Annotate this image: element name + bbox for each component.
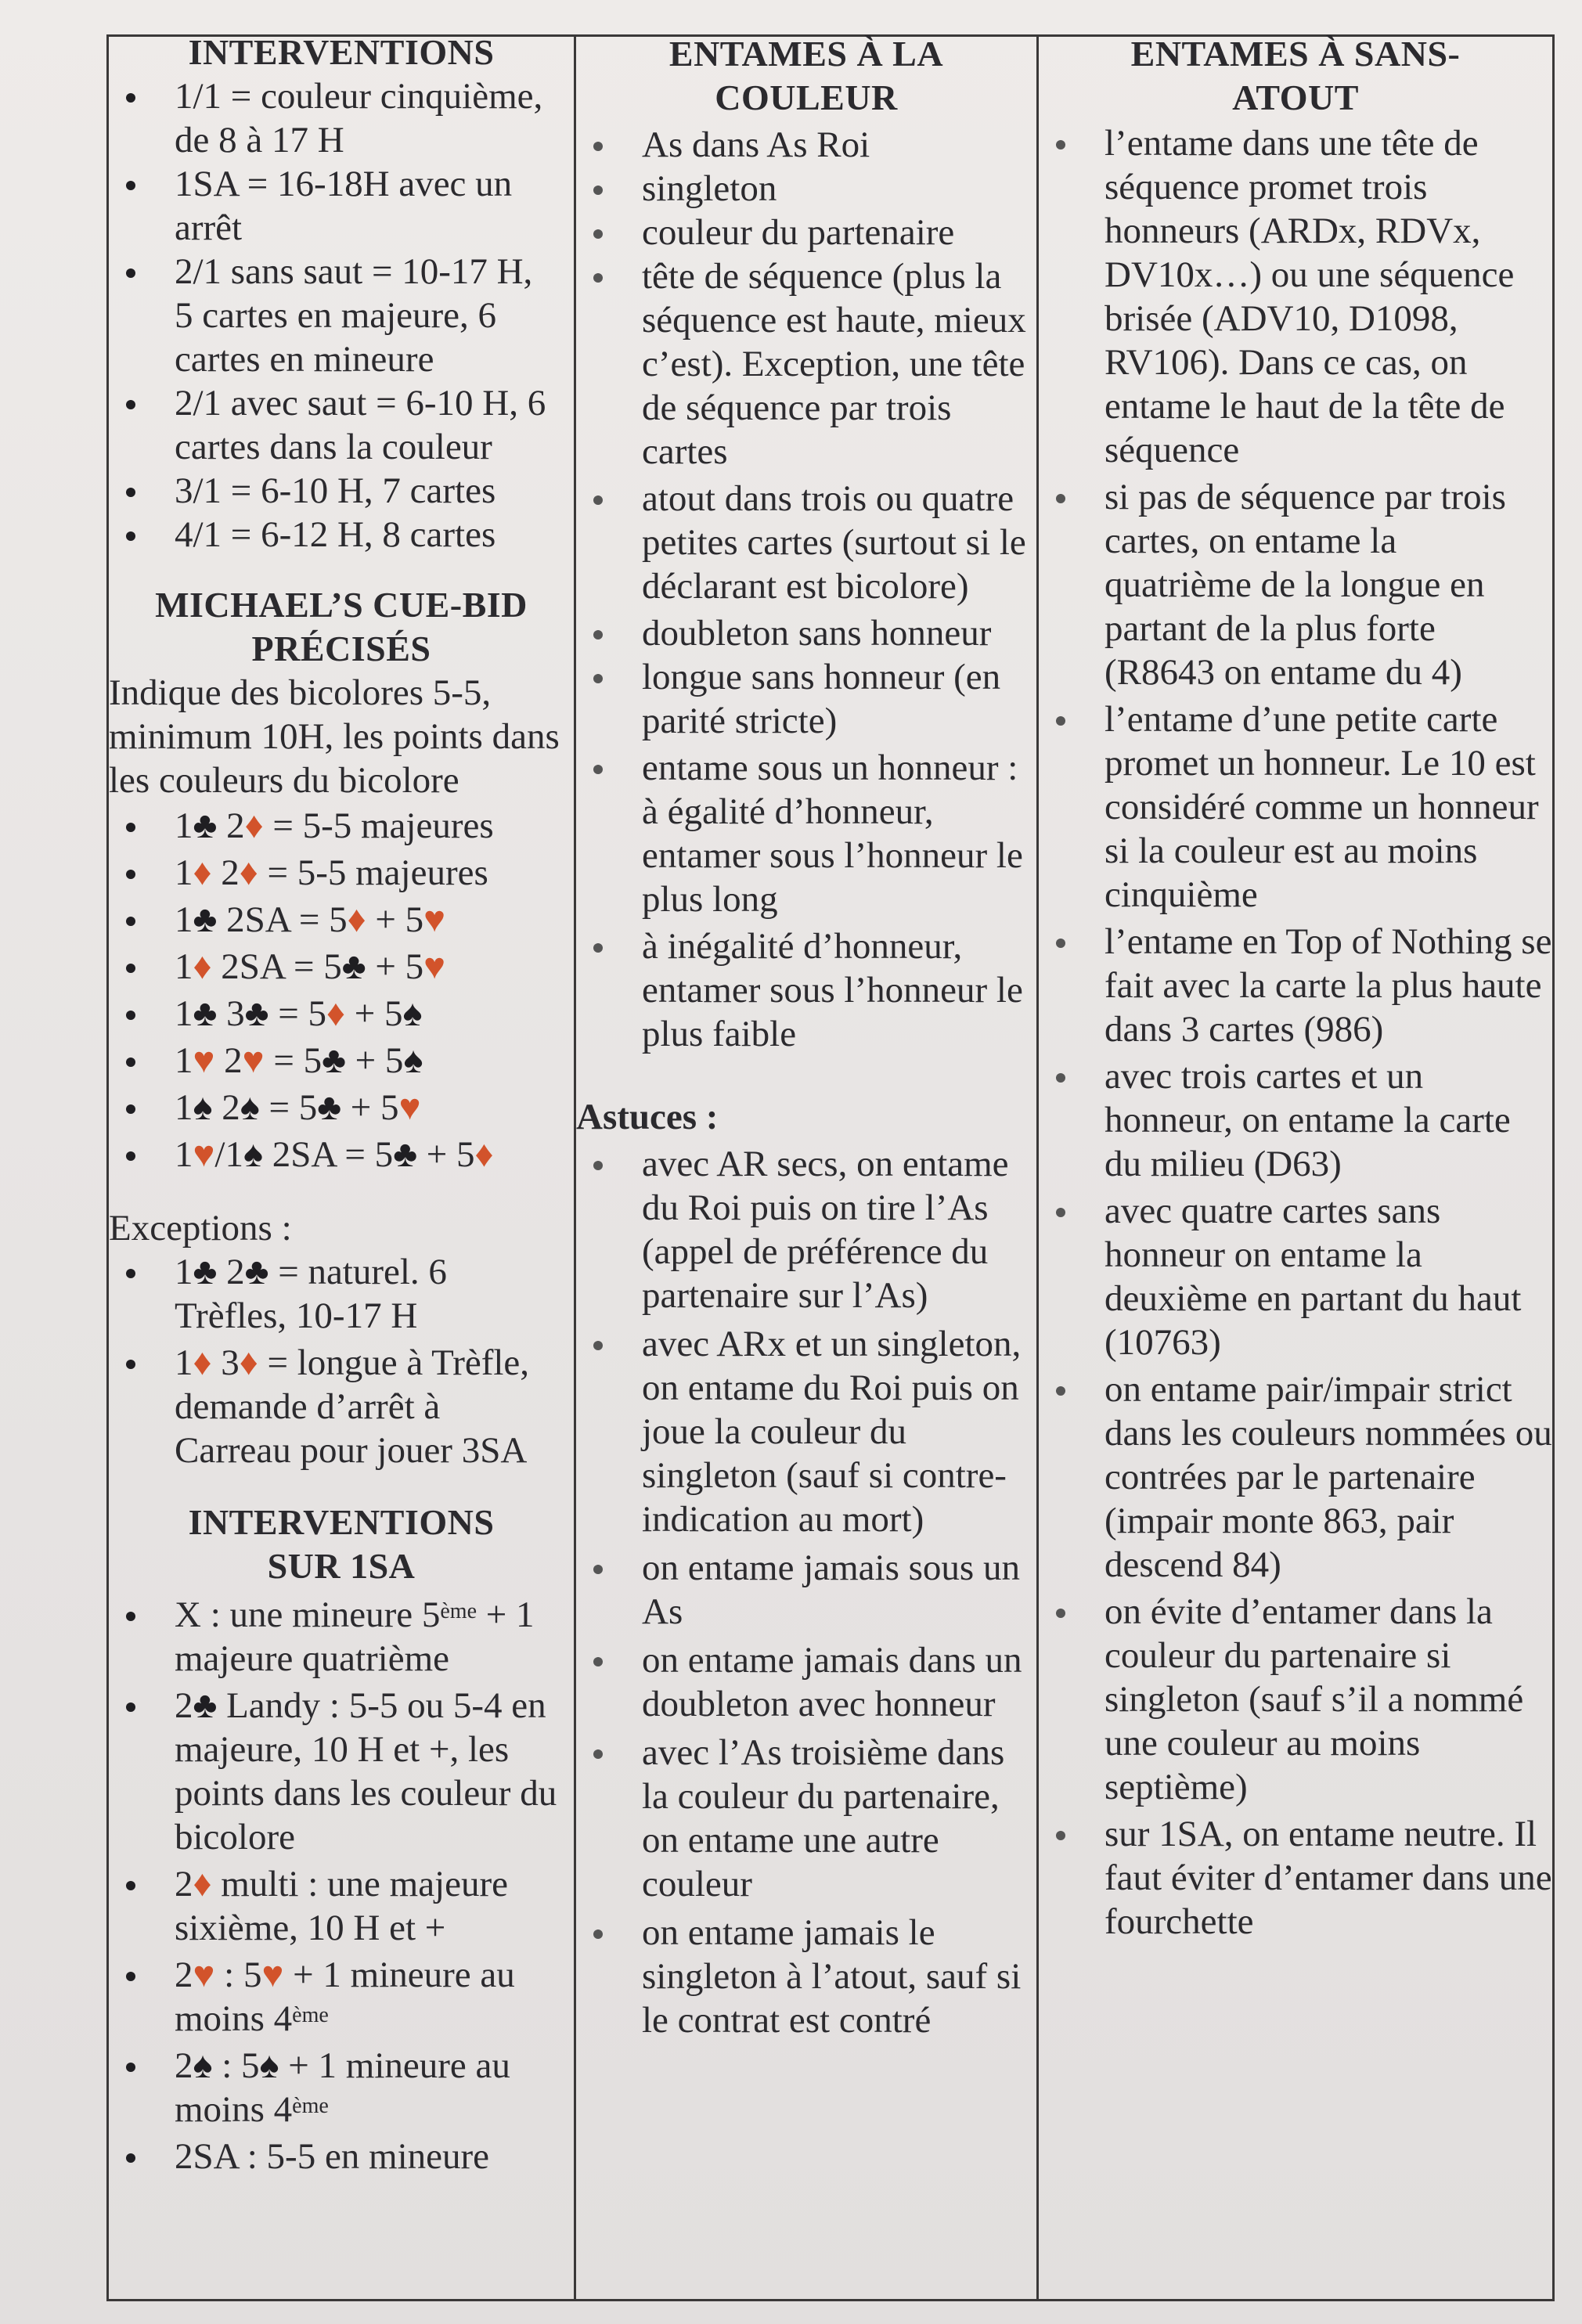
list-item: avec AR secs, on entame du Roi puis on tire l’As (appel de préférence du partenaire sur l’As) xyxy=(576,1142,1036,1317)
list-item: à inégalité d’honneur, entamer sous l’honneur le plus faible xyxy=(576,924,1036,1056)
list-item: 2♣ Landy : 5-5 ou 5-4 en majeure, 10 H et +, les points dans les couleur du bicolore xyxy=(109,1684,574,1859)
entames-couleur-title: ENTAMES À LA COULEUR xyxy=(668,34,944,117)
list-item: 4/1 = 6-12 H, 8 cartes xyxy=(109,513,547,557)
interventions-title: INTERVENTIONS xyxy=(188,32,495,72)
sur1sa-title: INTERVENTIONS SUR 1SA xyxy=(188,1502,495,1586)
list-item: 2SA : 5-5 en mineure xyxy=(109,2135,574,2178)
list-item: avec quatre cartes sans honneur on entame la deuxième en partant du haut (10763) xyxy=(1039,1189,1552,1364)
list-item: on évite d’entamer dans la couleur du partenaire si singleton (sauf s’il a nommé une couleur au moins septième) xyxy=(1039,1590,1552,1809)
list-item: avec ARx et un singleton, on entame du Roi puis on joue la couleur du singleton (sauf si contre-indication au mort) xyxy=(576,1322,1036,1541)
list-item: l’entame dans une tête de séquence promet trois honneurs (ARDx, RDVx, DV10x…) ou une séquence brisée (ADV10, D1098, RV106). Dans ce cas, on entame le haut de la tête de séquence xyxy=(1039,121,1552,472)
list-item: 1♦ 2♦ = 5-5 majeures xyxy=(109,851,574,895)
list-item: 2♦ multi : une majeure sixième, 10 H et + xyxy=(109,1862,574,1950)
astuces-list xyxy=(576,1142,1036,2042)
list-item: 1♠ 2♠ = 5♣ + 5♥ xyxy=(109,1086,574,1130)
list-item: l’entame d’une petite carte promet un honneur. Le 10 est considéré comme un honneur si la couleur est au moins cinquième xyxy=(1039,697,1552,917)
list-item: 1♥/1♠ 2SA = 5♣ + 5♦ xyxy=(109,1133,574,1176)
entames-sa-list xyxy=(1039,121,1552,1944)
list-item: si pas de séquence par trois cartes, on entame la quatrième de la longue en partant de la plus forte (R8643 on entame du 4) xyxy=(1039,475,1552,694)
column-entames-couleur xyxy=(576,34,1039,2299)
list-item: singleton xyxy=(576,167,1036,211)
entames-sa-title: ENTAMES À SANS-ATOUT xyxy=(1130,34,1461,117)
list-item: avec trois cartes et un honneur, on entame la carte du milieu (D63) xyxy=(1039,1054,1552,1186)
sur1sa-list xyxy=(109,1593,574,2178)
michael-intro: Indique des bicolores 5-5, minimum 10H, les points dans les couleurs du bicolore xyxy=(109,672,560,801)
list-item: atout dans trois ou quatre petites cartes (surtout si le déclarant est bicolore) xyxy=(576,477,1036,608)
list-item: l’entame en Top of Nothing se fait avec la carte la plus haute dans 3 cartes (986) xyxy=(1039,920,1552,1051)
list-item: couleur du partenaire xyxy=(576,211,1036,254)
exceptions-title: Exceptions : xyxy=(109,1208,292,1248)
list-item: on entame jamais le singleton à l’atout, sauf si le contrat est contré xyxy=(576,1911,1036,2042)
entames-couleur-list xyxy=(576,123,1036,1056)
list-item: tête de séquence (plus la séquence est haute, mieux c’est). Exception, une tête de séquence par trois cartes xyxy=(576,254,1036,474)
list-item: longue sans honneur (en parité stricte) xyxy=(576,655,1036,743)
michael-title: MICHAEL’S CUE-BID PRÉCISÉS xyxy=(155,585,528,668)
list-item: 3/1 = 6-10 H, 7 cartes xyxy=(109,469,547,513)
conventions-table xyxy=(106,34,1555,2301)
list-item: 1♣ 2♣ = naturel. 6 Trèfles, 10-17 H xyxy=(109,1250,563,1338)
list-item: 1♣ 3♣ = 5♦ + 5♠ xyxy=(109,992,574,1036)
list-item: on entame pair/impair strict dans les couleurs nommées ou contrées par le partenaire (impair monte 863, pair descend 84) xyxy=(1039,1367,1552,1587)
list-item: on entame jamais sous un As xyxy=(576,1546,1036,1634)
list-item: 1♦ 3♦ = longue à Trèfle, demande d’arrêt à Carreau pour jouer 3SA xyxy=(109,1341,563,1472)
exceptions-list xyxy=(109,1250,563,1472)
list-item: 1SA = 16-18H avec un arrêt xyxy=(109,162,547,250)
astuces-title: Astuces : xyxy=(576,1097,719,1137)
list-item: 2/1 avec saut = 6-10 H, 6 cartes dans la couleur xyxy=(109,381,547,469)
michael-list xyxy=(109,804,574,1176)
list-item: on entame jamais dans un doubleton avec honneur xyxy=(576,1638,1036,1726)
list-item: sur 1SA, on entame neutre. Il faut éviter d’entamer dans une fourchette xyxy=(1039,1812,1552,1944)
list-item: 1♣ 2SA = 5♦ + 5♥ xyxy=(109,898,574,942)
list-item: 2/1 sans saut = 10-17 H, 5 cartes en majeure, 6 cartes en mineure xyxy=(109,250,547,381)
list-item: As dans As Roi xyxy=(576,123,1036,167)
interventions-list xyxy=(109,74,547,557)
list-item: avec l’As troisième dans la couleur du partenaire, on entame une autre couleur xyxy=(576,1731,1036,1906)
list-item: 1♥ 2♥ = 5♣ + 5♠ xyxy=(109,1039,574,1083)
list-item: doubleton sans honneur xyxy=(576,611,1036,655)
list-item: 2♥ : 5♥ + 1 mineure au moins 4ème xyxy=(109,1953,574,2041)
list-item: 1♣ 2♦ = 5-5 majeures xyxy=(109,804,574,848)
column-interventions xyxy=(109,32,576,2299)
list-item: 1♦ 2SA = 5♣ + 5♥ xyxy=(109,945,574,989)
list-item: entame sous un honneur : à égalité d’honneur, entamer sous l’honneur le plus long xyxy=(576,746,1036,921)
column-entames-sans-atout xyxy=(1039,34,1552,2299)
list-item: 2♠ : 5♠ + 1 mineure au moins 4ème xyxy=(109,2044,574,2131)
list-item: X : une mineure 5ème + 1 majeure quatrième xyxy=(109,1593,574,1681)
list-item: 1/1 = couleur cinquième, de 8 à 17 H xyxy=(109,74,547,162)
